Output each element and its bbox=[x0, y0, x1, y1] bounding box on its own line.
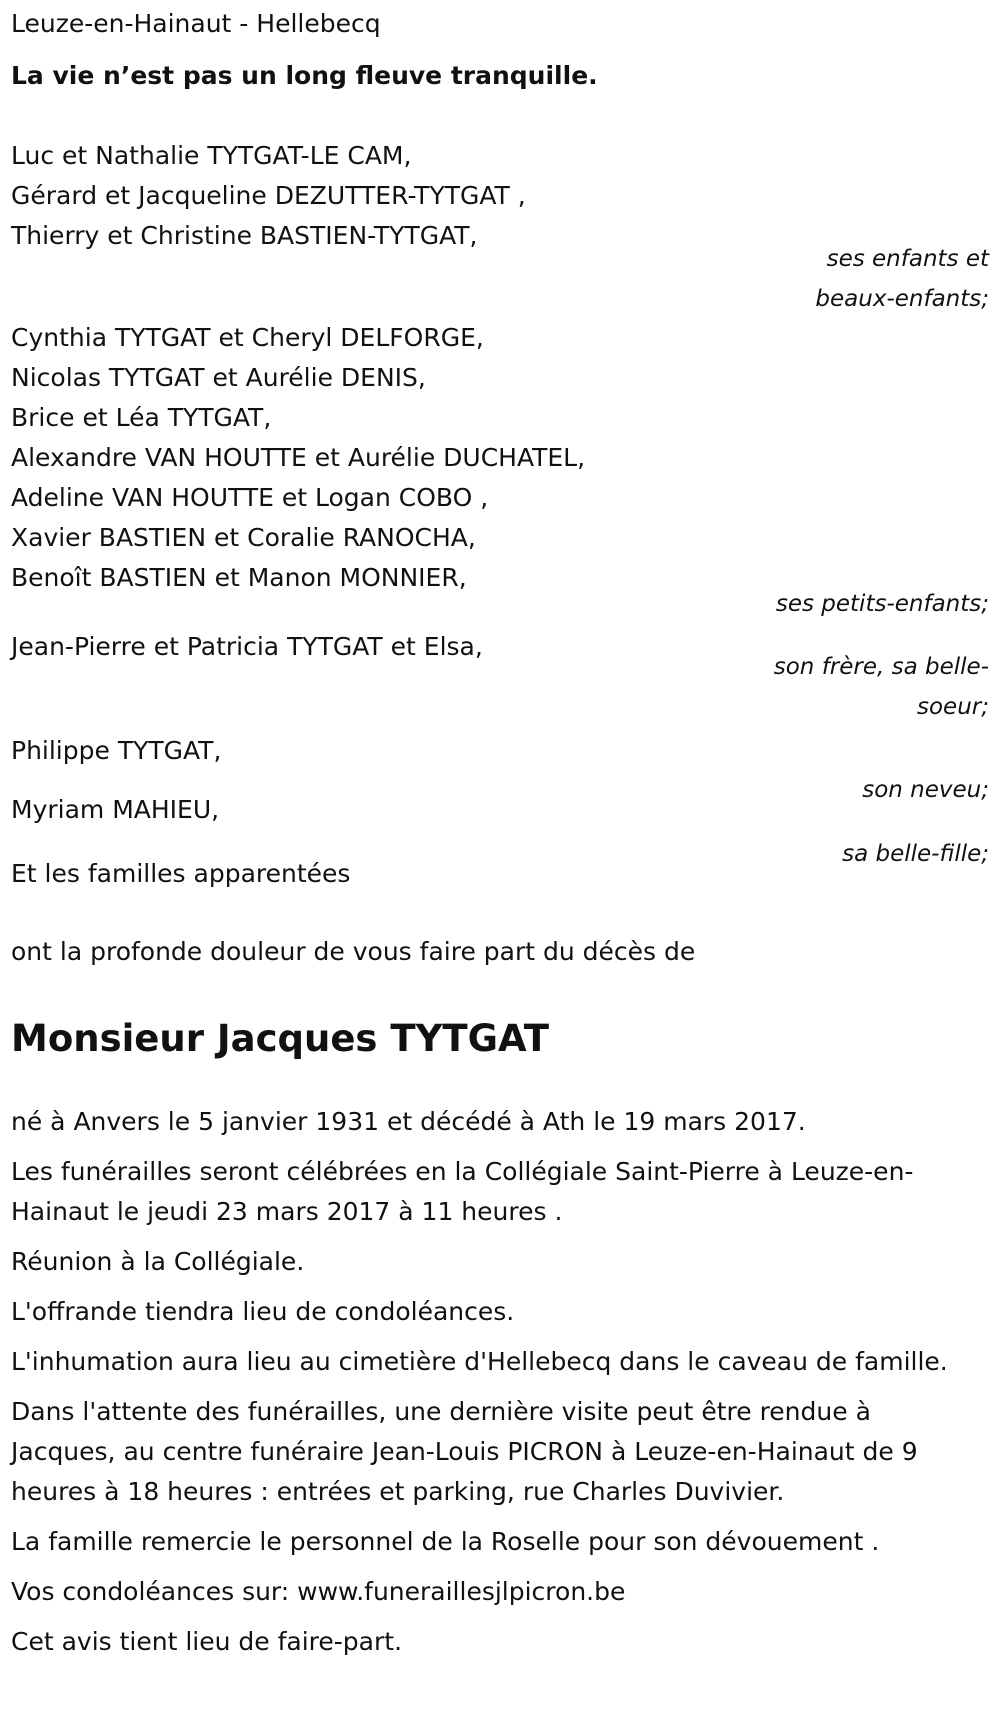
family-name-line: Jean-Pierre et Patricia TYTGAT et Elsa, bbox=[11, 632, 483, 661]
relation-line: son frère, sa belle- bbox=[773, 654, 989, 680]
family-name-line: Xavier BASTIEN et Coralie RANOCHA, bbox=[11, 523, 476, 552]
family-name-line: Brice et Léa TYTGAT, bbox=[11, 403, 272, 432]
deceased-name: Monsieur Jacques TYTGAT bbox=[11, 1017, 549, 1060]
detail-paragraph: Les funérailles seront célébrées en la Collégiale Saint-Pierre à Leuze-en-Hainaut le jeudi 23 mars 2017 à 11 heures . bbox=[11, 1157, 914, 1226]
family-name-line: Nicolas TYTGAT et Aurélie DENIS, bbox=[11, 363, 426, 392]
relation-line: sa belle-fille; bbox=[842, 841, 989, 867]
relation-line: soeur; bbox=[917, 694, 989, 720]
detail-paragraph: Cet avis tient lieu de faire-part. bbox=[11, 1627, 403, 1656]
children-names bbox=[11, 136, 526, 256]
grandchildren-names bbox=[11, 318, 585, 598]
relation-line: ses enfants et bbox=[826, 246, 989, 272]
family-name-line: Gérard et Jacqueline DEZUTTER-TYTGAT , bbox=[11, 181, 526, 210]
family-name-line: Adeline VAN HOUTTE et Logan COBO , bbox=[11, 483, 489, 512]
detail-paragraph: Dans l'attente des funérailles, une dernière visite peut être rendue à Jacques, au centre funéraire Jean-Louis PICRON à Leuze-en-Hainaut de 9 heures à 18 heures : entrées et parking, rue Charles Duvivier. bbox=[11, 1397, 918, 1506]
relation-children bbox=[815, 239, 989, 319]
detail-paragraph: La famille remercie le personnel de la Roselle pour son dévouement . bbox=[11, 1527, 880, 1556]
detail-paragraph: L'inhumation aura lieu au cimetière d'Hellebecq dans le caveau de famille. bbox=[11, 1347, 948, 1376]
related-families bbox=[11, 854, 350, 894]
funeral-details bbox=[11, 1102, 971, 1672]
detail-paragraph: Vos condoléances sur: www.funeraillesjlpicron.be bbox=[11, 1577, 626, 1606]
family-name-line: Philippe TYTGAT, bbox=[11, 736, 222, 765]
family-name-line: Et les familles apparentées bbox=[11, 859, 351, 888]
relation-line: ses petits-enfants; bbox=[775, 591, 989, 617]
location-line: Leuze-en-Hainaut - Hellebecq bbox=[11, 9, 381, 38]
family-name-line: Alexandre VAN HOUTTE et Aurélie DUCHATEL, bbox=[11, 443, 586, 472]
announcement-intro: ont la profonde douleur de vous faire part du décès de bbox=[11, 937, 696, 966]
family-name-line: Luc et Nathalie TYTGAT-LE CAM, bbox=[11, 141, 412, 170]
family-name-line: Myriam MAHIEU, bbox=[11, 795, 220, 824]
relation-sibling bbox=[774, 647, 989, 727]
family-name-line: Thierry et Christine BASTIEN-TYTGAT, bbox=[11, 221, 478, 250]
detail-paragraph: né à Anvers le 5 janvier 1931 et décédé à Ath le 19 mars 2017. bbox=[11, 1107, 806, 1136]
motto-line: La vie n’est pas un long fleuve tranquille. bbox=[11, 61, 598, 90]
family-name-line: Benoît BASTIEN et Manon MONNIER, bbox=[11, 563, 467, 592]
sibling-names bbox=[11, 627, 483, 667]
relation-grandchildren bbox=[776, 584, 989, 624]
relation-line: son neveu; bbox=[862, 777, 989, 803]
relation-line: beaux-enfants; bbox=[815, 286, 989, 312]
relation-nephew bbox=[862, 770, 989, 810]
detail-paragraph: Réunion à la Collégiale. bbox=[11, 1247, 305, 1276]
detail-paragraph: L'offrande tiendra lieu de condoléances. bbox=[11, 1297, 515, 1326]
daughter-in-law-names bbox=[11, 790, 219, 830]
family-name-line: Cynthia TYTGAT et Cheryl DELFORGE, bbox=[11, 323, 484, 352]
nephew-names bbox=[11, 731, 221, 771]
relation-daughter-in-law bbox=[842, 834, 989, 874]
